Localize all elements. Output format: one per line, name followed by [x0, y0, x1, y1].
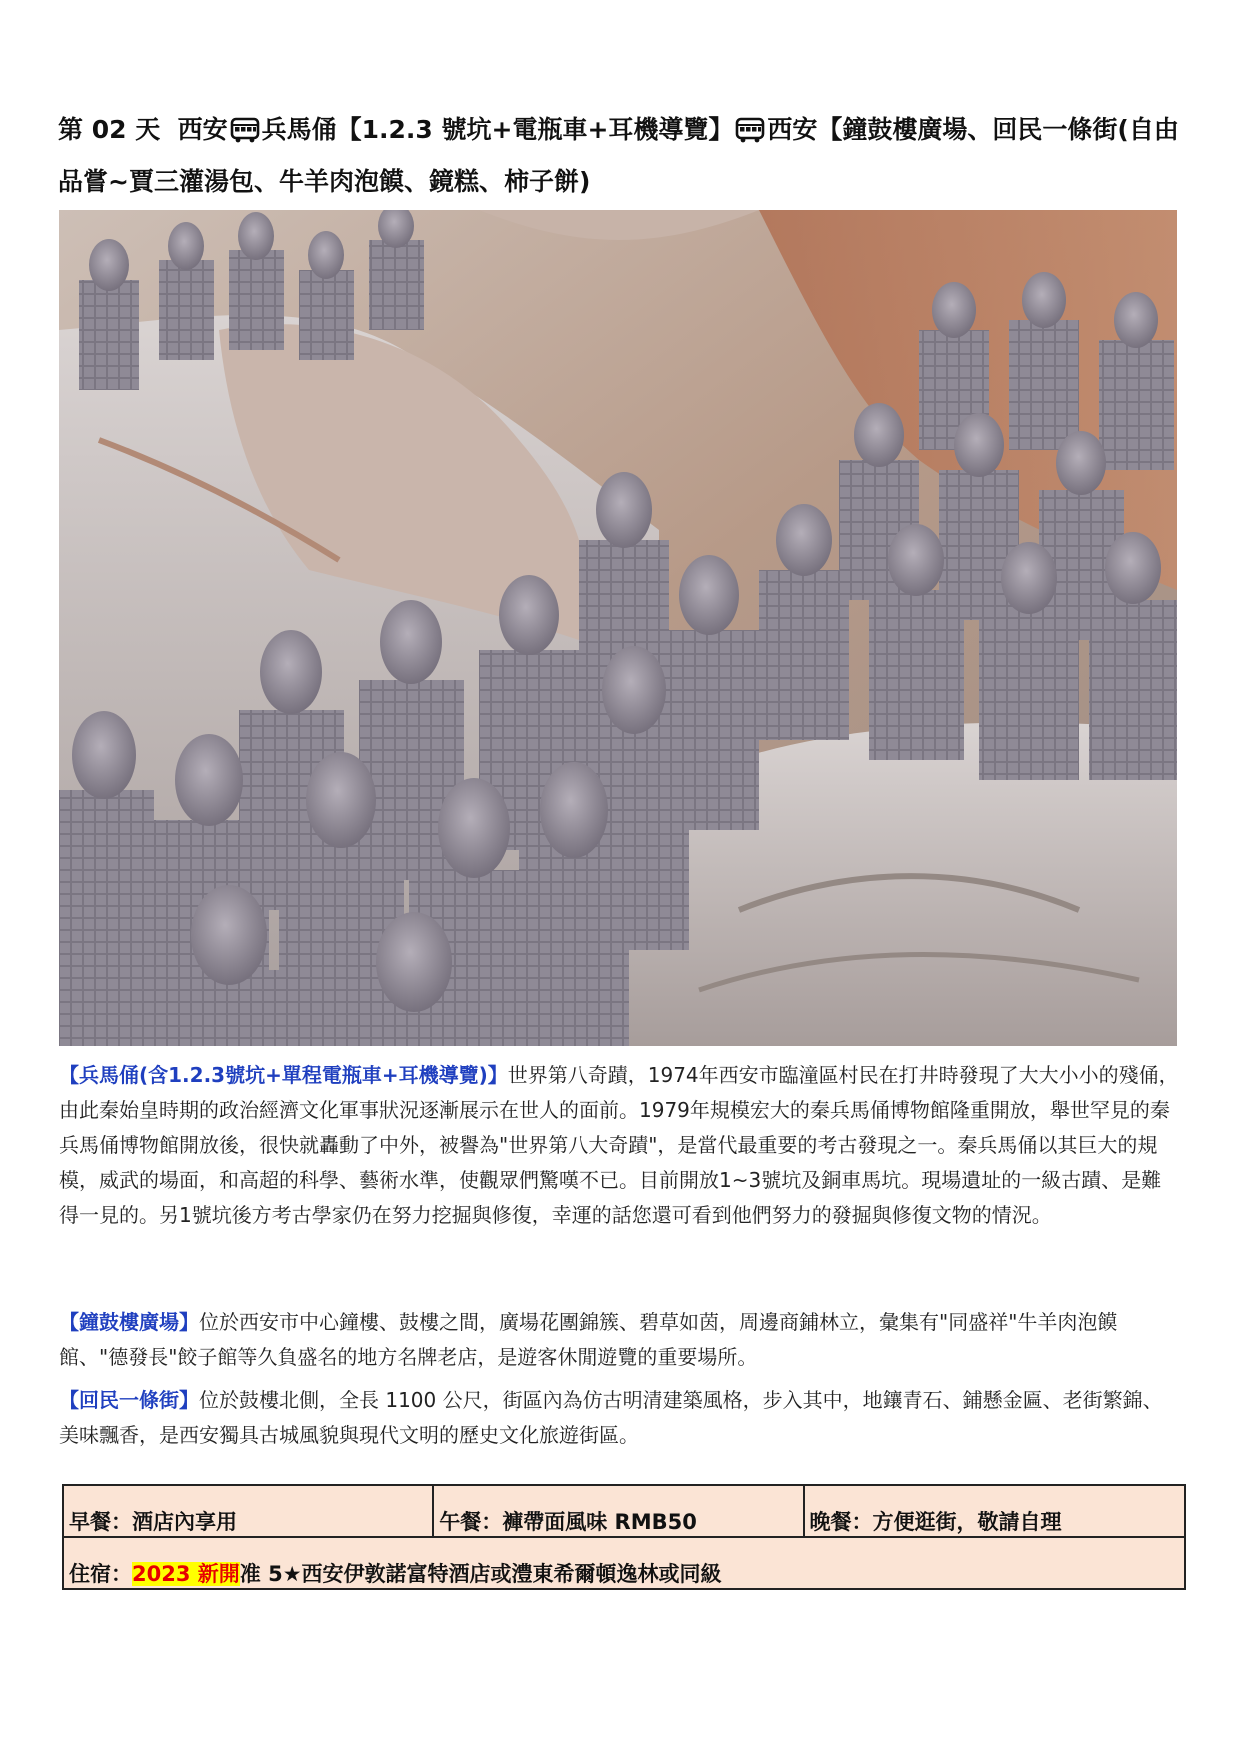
hotel-row — [63, 1537, 1185, 1589]
hotel-label: 住宿： — [69, 1562, 132, 1586]
muslim-street-paragraph — [59, 1383, 1179, 1453]
meals-table — [62, 1484, 1186, 1590]
terracotta-text: 世界第八奇蹟，1974年西安市臨潼區村民在打井時發現了大大小小的殘俑，由此秦始皇時期的政治經濟文化軍事狀況逐漸展示在世人的面前。1979年規模宏大的秦兵馬俑博物館隆重開放，舉世罕見的秦兵馬俑博物館開放後，很快就轟動了中外，被譽為"世界第八大奇蹟"，是當代最重要的考古發現之一。秦兵馬俑以其巨大的規模，威武的場面，和高超的科學、藝術水準，使觀眾們驚嘆不已。目前開放1~3號坑及銅車馬坑。現場遺址的一級古蹟、是難得一見的。另1號坑後方考古學家仍在努力挖掘與修復，幸運的話您還可看到他們努力的發掘與修復文物的情況。 — [59, 1063, 1179, 1227]
muslim-street-text: 位於鼓樓北側，全長 1100 公尺，街區內為仿古明清建築風格，步入其中，地鑲青石、鋪懸金匾、老街繁錦、美味飄香，是西安獨具古城風貌與現代文明的歷史文化旅遊街區。 — [59, 1388, 1163, 1447]
bus-icon — [735, 114, 765, 144]
terracotta-paragraph — [59, 1058, 1179, 1233]
terracotta-warriors-photo — [59, 210, 1177, 1046]
muslim-street-heading: 【回民一條街】 — [59, 1388, 199, 1412]
drum-tower-text: 位於西安市中心鐘樓、鼓樓之間，廣場花團錦簇、碧草如茵，周邊商鋪林立，彙集有"同盛祥"牛羊肉泡饃館、"德發長"餃子館等久負盛名的地方名牌老店，是遊客休閒遊覽的重要場所。 — [59, 1310, 1118, 1369]
day-title — [58, 104, 1188, 208]
lunch-cell: 午餐：褲帶面風味 RMB50 — [433, 1485, 803, 1537]
city-xian: 西安 — [177, 115, 228, 144]
bus-icon — [230, 114, 260, 144]
drum-tower-paragraph — [59, 1305, 1179, 1375]
stop-terracotta: 兵馬俑【1.2.3 號坑+電瓶車+耳機導覽】 — [261, 115, 734, 144]
meals-row — [63, 1485, 1185, 1537]
dinner-cell: 晚餐：方便逛街，敬請自理 — [804, 1485, 1186, 1537]
drum-tower-heading: 【鐘鼓樓廣場】 — [59, 1310, 199, 1334]
new-opening-highlight: 2023 新開 — [132, 1562, 240, 1586]
stop-xian-plaza: 西安【鐘鼓樓廣場、回民一條街(自由品嘗~賈三灌湯包、牛羊肉泡饃、鏡糕、柿子餅) — [58, 115, 1179, 196]
hotel-cell — [63, 1537, 1185, 1589]
day-label: 第 02 天 — [58, 115, 161, 144]
terracotta-heading: 【兵馬俑(含1.2.3號坑+單程電瓶車+耳機導覽)】 — [59, 1063, 508, 1087]
breakfast-cell: 早餐：酒店內享用 — [63, 1485, 433, 1537]
hotel-name: 准 5★西安伊敦諾富特酒店或澧東希爾頓逸林或同級 — [239, 1562, 722, 1586]
